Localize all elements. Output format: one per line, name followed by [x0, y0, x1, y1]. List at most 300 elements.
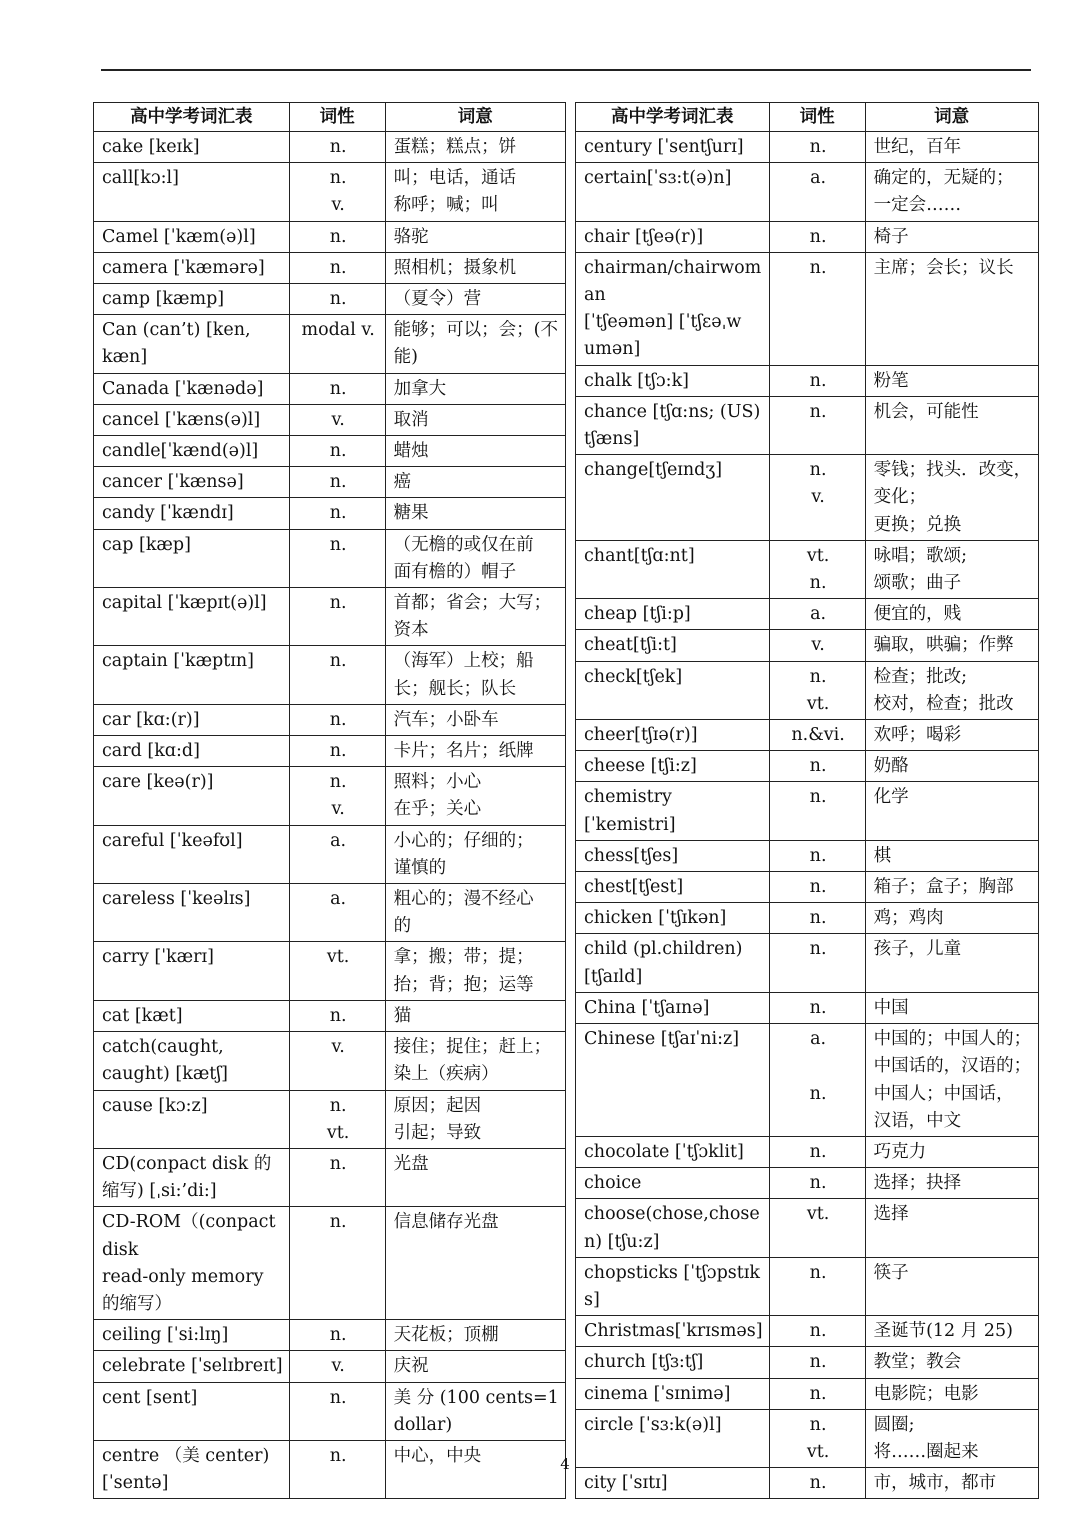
pos-text: n. [329, 257, 347, 278]
pos-text: vt. [806, 693, 830, 714]
pos-text: n. [329, 289, 347, 310]
table-row [94, 529, 566, 587]
word-cell [94, 825, 290, 883]
pos-text: n. [809, 257, 827, 278]
pos-text: n. [809, 370, 827, 391]
table-row [576, 1199, 1039, 1257]
word-text: cancer [ˈkænsə] [102, 472, 244, 493]
pos-cell [769, 661, 865, 719]
word-text: 的缩写） [102, 1293, 172, 1314]
meaning-cell [385, 588, 565, 646]
pos-cell [769, 751, 865, 782]
meaning-cell [385, 529, 565, 587]
pos-text: a. [810, 604, 827, 625]
meaning-cell [865, 1199, 1038, 1257]
pos-cell [289, 498, 385, 529]
meaning-text: 粗心的；漫不经心 [393, 889, 534, 910]
table-header-row [94, 103, 566, 132]
table-row [576, 1378, 1039, 1409]
meaning-cell [865, 163, 1038, 221]
meaning-text: 中国话的，汉语的； [873, 1056, 1032, 1077]
pos-cell [769, 455, 865, 541]
meaning-cell [385, 163, 565, 221]
meaning-cell [385, 942, 565, 1000]
pos-text: a. [330, 889, 347, 910]
pos-cell [769, 1136, 865, 1167]
meaning-text: 的 [393, 916, 412, 937]
table-row [576, 1168, 1039, 1199]
pos-text: n. [809, 908, 827, 929]
word-cell [94, 404, 290, 435]
pos-text: n. [329, 1325, 347, 1346]
meaning-text: 确定的，无疑的； [873, 168, 1014, 189]
word-text: cat [kæt] [102, 1005, 183, 1026]
pos-cell [289, 284, 385, 315]
pos-text: n. [329, 772, 347, 793]
table-row [94, 467, 566, 498]
word-cell [94, 284, 290, 315]
word-cell [576, 1347, 770, 1378]
pos-text: n. [809, 1141, 827, 1162]
meaning-text: 圆圈; [873, 1414, 915, 1435]
meaning-text: 市，城市，都市 [873, 1473, 997, 1494]
pos-cell [769, 365, 865, 396]
meaning-cell [865, 1168, 1038, 1199]
meaning-text: 中国 [873, 997, 909, 1018]
pos-text: v. [331, 1037, 345, 1058]
table-row [576, 1347, 1039, 1378]
pos-text: v. [331, 1356, 345, 1377]
meaning-text: 世纪，百年 [873, 137, 962, 157]
word-text: chopsticks [ˈtʃɔpstɪk [584, 1262, 761, 1283]
pos-cell [769, 1347, 865, 1378]
meaning-cell [385, 736, 565, 767]
pos-text: vt. [806, 545, 830, 566]
meaning-text: 零钱；找头．改变， [873, 460, 1032, 481]
meaning-text: 鸡；鸡肉 [873, 908, 944, 929]
word-cell [576, 872, 770, 903]
word-text: [ˈsentə] [102, 1473, 169, 1494]
word-text: cent [sent] [102, 1387, 198, 1408]
meaning-text: 骗取，哄骗；作弊 [873, 635, 1014, 656]
meaning-text: 照料；小心 [393, 772, 482, 793]
header-word: 高中学考词汇表 [94, 103, 290, 132]
meaning-cell [865, 1257, 1038, 1315]
pos-text: a. [330, 830, 347, 851]
meaning-text: 取消 [393, 409, 429, 430]
word-text: cheap [tʃi:p] [584, 604, 691, 625]
table-row [576, 720, 1039, 751]
meaning-cell [385, 884, 565, 942]
pos-text: n. [329, 226, 347, 247]
pos-cell [289, 436, 385, 467]
table-row [94, 736, 566, 767]
word-text: chemistry [584, 787, 672, 808]
word-text: choose(chose,chose [584, 1204, 760, 1225]
word-text: city [ˈsɪtɪ] [584, 1473, 668, 1494]
word-text: choice [584, 1173, 642, 1194]
word-cell [94, 498, 290, 529]
word-text: chalk [tʃɔ:k] [584, 370, 690, 391]
word-cell [94, 1032, 290, 1090]
word-cell [576, 661, 770, 719]
meaning-text: 加拿大 [393, 378, 447, 399]
meaning-text: 机会，可能性 [873, 401, 979, 422]
table-row [94, 221, 566, 252]
word-text: Chinese [tʃaɪˈni:z] [584, 1029, 740, 1050]
pos-cell [289, 163, 385, 221]
word-text: caught) [kætʃ] [102, 1064, 228, 1085]
word-cell [94, 1320, 290, 1351]
pos-text: v. [331, 799, 345, 820]
meaning-text: 一定会…… [873, 195, 962, 216]
word-text: chair [tʃeə(r)] [584, 226, 704, 247]
vocab-table-right [575, 102, 1039, 1499]
table-row [94, 1351, 566, 1382]
word-cell [576, 1316, 770, 1347]
table-row [576, 630, 1039, 661]
word-text: care [keə(r)] [102, 772, 214, 793]
table-row [576, 396, 1039, 454]
word-text: cinema [ˈsɪnimə] [584, 1383, 731, 1404]
table-body [94, 132, 566, 1499]
pos-cell [769, 934, 865, 992]
pos-text: n. [329, 709, 347, 730]
pos-text: n. [329, 651, 347, 672]
table-row [94, 163, 566, 221]
word-text: carry [ˈkærɪ] [102, 947, 214, 968]
table-row [94, 498, 566, 529]
word-cell [94, 942, 290, 1000]
meaning-text: 面有檐的）帽子 [393, 561, 517, 582]
word-text: cause [kɔ:z] [102, 1095, 208, 1116]
pos-cell [769, 992, 865, 1023]
pos-cell [289, 132, 385, 163]
meaning-text: 检查；批改; [873, 666, 967, 687]
word-text: candy [ˈkændɪ] [102, 503, 234, 524]
meaning-text: （海军）上校；船 [393, 651, 534, 672]
table-row [94, 1000, 566, 1031]
word-cell [576, 992, 770, 1023]
pos-text: n. [809, 1383, 827, 1404]
word-text: chess[tʃes] [584, 845, 679, 866]
meaning-cell [865, 720, 1038, 751]
pos-cell [769, 132, 865, 163]
word-cell [576, 252, 770, 365]
word-text: Camel [ˈkæm(ə)l] [102, 226, 256, 247]
pos-text: n. [329, 1005, 347, 1026]
page-number: 4 [560, 1455, 570, 1473]
table-body [576, 132, 1039, 1499]
word-text: cap [kæp] [102, 534, 191, 555]
pos-cell [289, 1148, 385, 1206]
meaning-text: 染上（疾病） [393, 1064, 499, 1085]
word-cell [94, 767, 290, 825]
pos-text: n. [329, 741, 347, 762]
word-cell [576, 1199, 770, 1257]
meaning-text: 小心的；仔细的； [393, 830, 534, 851]
table-row [576, 872, 1039, 903]
word-cell [576, 1168, 770, 1199]
table-row [576, 1257, 1039, 1315]
pos-text: n. [809, 401, 827, 422]
meaning-text: 在乎；关心 [393, 799, 482, 820]
meaning-text: 咏唱；歌颂; [873, 545, 967, 566]
meaning-text: 首都；省会；大写； [393, 593, 552, 614]
meaning-cell [385, 252, 565, 283]
pos-cell [769, 840, 865, 871]
meaning-cell [385, 767, 565, 825]
word-text: China [ˈtʃaɪnə] [584, 997, 710, 1018]
table-row [94, 1320, 566, 1351]
pos-text: n. [809, 1083, 827, 1104]
table-row [576, 751, 1039, 782]
meaning-cell [865, 782, 1038, 840]
pos-text: n. [329, 1445, 347, 1466]
meaning-text: 孩子，儿童 [873, 939, 962, 960]
meaning-cell [385, 315, 565, 373]
word-text: cheer[tʃɪə(r)] [584, 725, 698, 746]
word-text: disk [102, 1239, 139, 1260]
meaning-cell [385, 1382, 565, 1440]
meaning-text: 抬；背；抱；运等 [393, 974, 534, 995]
meaning-text: 更换；兑换 [873, 514, 962, 535]
meaning-cell [865, 221, 1038, 252]
table-header-row [576, 103, 1039, 132]
pos-cell [289, 1090, 385, 1148]
meaning-text: 选择；抉择 [873, 1173, 962, 1194]
meaning-text: 长；舰长；队长 [393, 678, 517, 699]
pos-cell [769, 782, 865, 840]
word-cell [576, 720, 770, 751]
word-cell [576, 1257, 770, 1315]
word-cell [94, 1148, 290, 1206]
meaning-text: 谨慎的 [393, 857, 447, 878]
table-row [576, 992, 1039, 1023]
table-row [94, 704, 566, 735]
meaning-text: 糖果 [393, 503, 429, 524]
word-cell [94, 221, 290, 252]
word-text: umən] [584, 339, 641, 360]
meaning-cell [865, 1378, 1038, 1409]
word-cell [576, 132, 770, 163]
meaning-cell [865, 1316, 1038, 1347]
pos-text: n. [809, 1352, 827, 1373]
meaning-cell [865, 661, 1038, 719]
meaning-cell [865, 840, 1038, 871]
word-text: careful [ˈkeəfʊl] [102, 830, 243, 851]
meaning-cell [385, 1000, 565, 1031]
pos-cell [769, 903, 865, 934]
word-cell [576, 1024, 770, 1137]
word-text: s] [584, 1289, 600, 1310]
meaning-cell [385, 467, 565, 498]
word-text: celebrate [ˈselɪbreɪt] [102, 1356, 283, 1377]
table-row [94, 588, 566, 646]
table-row [94, 1032, 566, 1090]
meaning-text: 选择 [873, 1204, 909, 1225]
pos-cell [289, 221, 385, 252]
pos-cell [289, 884, 385, 942]
pos-text: n. [809, 460, 827, 481]
meaning-text: 将……圈起来 [873, 1441, 979, 1462]
meaning-cell [385, 704, 565, 735]
word-cell [94, 1090, 290, 1148]
word-cell [576, 1136, 770, 1167]
pos-cell [289, 767, 385, 825]
table-row [576, 1316, 1039, 1347]
table-row [94, 646, 566, 704]
word-cell [576, 903, 770, 934]
word-cell [576, 1378, 770, 1409]
meaning-text: 卡片；名片；纸牌 [393, 741, 534, 762]
pos-text: n. [329, 1212, 347, 1233]
word-text: card [kɑ:d] [102, 741, 200, 762]
word-text: catch(caught, [102, 1037, 224, 1058]
pos-cell [769, 720, 865, 751]
meaning-cell [385, 825, 565, 883]
meaning-text: 奶酪 [873, 756, 909, 777]
table-row [94, 404, 566, 435]
word-text: Can (can’t) [ken, [102, 320, 251, 341]
pos-text: n. [809, 1473, 827, 1494]
word-text: tʃæns] [584, 429, 640, 450]
word-text: circle [ˈsɜ:k(ə)l] [584, 1414, 722, 1435]
meaning-cell [865, 630, 1038, 661]
meaning-text: 圣诞节(12 月 25) [873, 1321, 1013, 1342]
word-cell [94, 163, 290, 221]
word-text: car [kɑ:(r)] [102, 709, 200, 730]
pos-text: n. [809, 137, 827, 157]
meaning-cell [865, 751, 1038, 782]
word-text: CD(conpact disk 的 [102, 1153, 272, 1174]
table-row [576, 661, 1039, 719]
table-row [576, 365, 1039, 396]
pos-text: n. [809, 787, 827, 808]
table-row [94, 132, 566, 163]
meaning-text: 猫 [393, 1005, 412, 1026]
header-pos: 词性 [289, 103, 385, 132]
table-row [94, 284, 566, 315]
word-text: [tʃaɪld] [584, 966, 643, 987]
word-text: capital [ˈkæpɪt(ə)l] [102, 593, 267, 614]
word-text: camera [ˈkæmərə] [102, 257, 265, 278]
pos-text: n. [329, 593, 347, 614]
word-text: certain[ˈsɜ:t(ə)n] [584, 168, 732, 189]
pos-text: v. [331, 195, 345, 216]
word-cell [94, 252, 290, 283]
word-cell [576, 840, 770, 871]
pos-text: n. [809, 666, 827, 687]
meaning-cell [385, 373, 565, 404]
table-row [576, 1136, 1039, 1167]
table-row [576, 903, 1039, 934]
meaning-cell [385, 404, 565, 435]
pos-cell [289, 1320, 385, 1351]
meaning-cell [865, 396, 1038, 454]
pos-text: v. [331, 409, 345, 430]
table-row [94, 436, 566, 467]
table-row [94, 252, 566, 283]
meaning-cell [865, 365, 1038, 396]
pos-cell [289, 1382, 385, 1440]
pos-cell [289, 1000, 385, 1031]
word-text: cheat[tʃi:t] [584, 635, 677, 656]
pos-text: vt. [326, 947, 350, 968]
pos-text: n. [329, 137, 347, 157]
pos-cell [769, 221, 865, 252]
table-row [94, 315, 566, 373]
word-cell [576, 221, 770, 252]
meaning-cell [865, 992, 1038, 1023]
pos-text: n. [809, 573, 827, 594]
meaning-text: 天花板；顶棚 [393, 1325, 499, 1346]
word-cell [576, 163, 770, 221]
meaning-cell [385, 1090, 565, 1148]
pos-cell [769, 1199, 865, 1257]
meaning-text: 资本 [393, 620, 429, 641]
pos-cell [289, 404, 385, 435]
meaning-cell [385, 132, 565, 163]
word-text: change[tʃeɪndʒ] [584, 460, 723, 481]
pos-cell [289, 588, 385, 646]
word-text: cake [keɪk] [102, 137, 200, 157]
word-cell [94, 1382, 290, 1440]
meaning-cell [385, 221, 565, 252]
word-text: centre （美 center) [102, 1445, 270, 1466]
word-text: 缩写) [ˌsi:’di:] [102, 1181, 217, 1202]
pos-cell [289, 825, 385, 883]
meaning-cell [865, 1024, 1038, 1137]
word-cell [576, 455, 770, 541]
word-text: call[kɔ:l] [102, 168, 179, 189]
meaning-text: 汉语，中文 [873, 1110, 962, 1131]
meaning-text: 蜡烛 [393, 441, 429, 462]
pos-text: n. [809, 756, 827, 777]
meaning-text: 骆驼 [393, 226, 429, 247]
meaning-cell [385, 1351, 565, 1382]
word-text: chant[tʃɑ:nt] [584, 545, 695, 566]
table-row [576, 934, 1039, 992]
pos-text: n.&vi. [791, 725, 845, 746]
word-cell [576, 782, 770, 840]
word-cell [94, 704, 290, 735]
word-text: [ˈkemistri] [584, 814, 676, 835]
pos-cell [289, 529, 385, 587]
word-cell [94, 436, 290, 467]
word-text: an [584, 285, 606, 306]
word-cell [576, 365, 770, 396]
pos-text: vt. [806, 1204, 830, 1225]
pos-cell [769, 396, 865, 454]
meaning-cell [385, 646, 565, 704]
table-row [576, 221, 1039, 252]
pos-cell [769, 1378, 865, 1409]
pos-cell [289, 736, 385, 767]
meaning-text: 中心，中央 [393, 1445, 482, 1466]
meaning-text: 蛋糕；糕点；饼 [393, 137, 517, 157]
word-cell [94, 467, 290, 498]
pos-text: vt. [806, 1441, 830, 1462]
table-row [576, 163, 1039, 221]
word-cell [94, 1207, 290, 1320]
word-cell [94, 1351, 290, 1382]
pos-cell [289, 1351, 385, 1382]
pos-text: n. [329, 534, 347, 555]
meaning-text: dollar) [393, 1414, 453, 1435]
meaning-text: 颂歌；曲子 [873, 573, 962, 594]
meaning-text: 引起；导致 [393, 1122, 482, 1143]
